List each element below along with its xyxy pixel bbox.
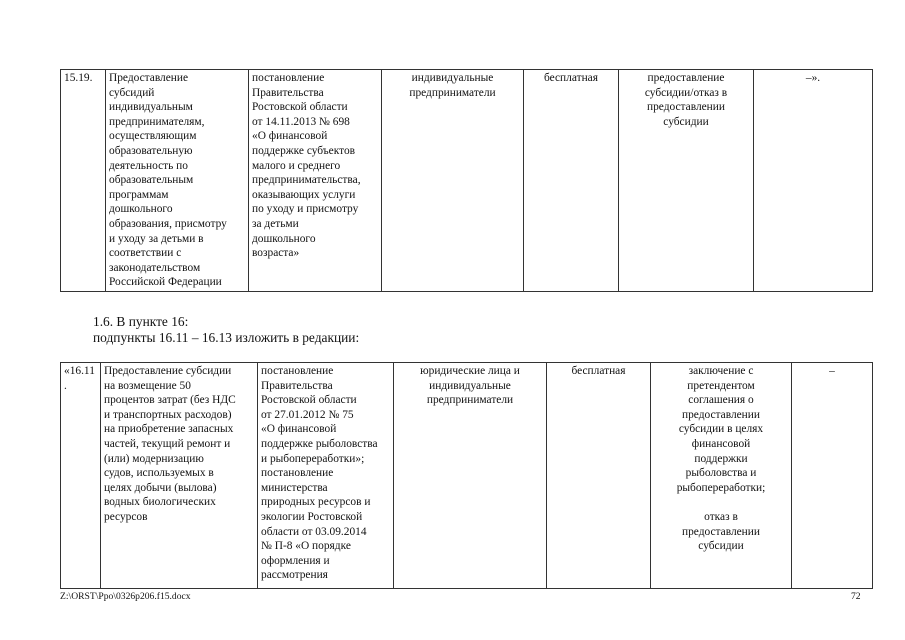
cell-line: рыбопереработки; [676, 481, 766, 494]
cell-line: природных ресурсов и [261, 496, 371, 509]
cell-line: процентов затрат (без НДС [104, 394, 236, 407]
cell-line: финансовой [691, 437, 751, 450]
cell-line: предоставлении [682, 525, 760, 538]
cell-line: частей, текущий ремонт и [104, 437, 231, 450]
cell-line: предприниматели [426, 394, 514, 407]
cell-line: предпринимателям, [109, 115, 205, 128]
cell-line: судов, используемых в [104, 467, 214, 480]
cell-line: предоставлении [647, 101, 725, 114]
service-result-refuse [654, 510, 788, 554]
legal-basis [258, 363, 394, 589]
cell-line: № П-8 «О порядке [261, 540, 351, 553]
service-result [619, 70, 754, 292]
paragraph-1-6: 1.6. В пункте 16: [93, 314, 189, 329]
cell-line: поддержке рыболовства [261, 437, 378, 450]
cell-line: Ростовской области [261, 394, 357, 407]
row-number: 15.19. [61, 70, 106, 292]
cell-line: образования, присмотру [109, 217, 227, 230]
note [792, 363, 873, 589]
cell-line: предпринимательства, [252, 174, 361, 187]
cell-line: бесплатная [571, 365, 626, 377]
cell-line: Предоставление [109, 72, 189, 84]
cell-line: «О финансовой [261, 423, 337, 436]
cell-line: бесплатная [544, 72, 598, 84]
cell-line: осуществляющим [109, 130, 197, 143]
cell-line: соглашения о [688, 394, 754, 407]
cell-line: области от 03.09.2014 [261, 525, 367, 538]
cell-line: водных биологических [104, 496, 216, 509]
service-name [106, 70, 249, 292]
services-table-bottom [60, 362, 873, 589]
service-name [101, 363, 258, 589]
table-row [61, 363, 873, 589]
cell-line: образовательным [109, 174, 194, 187]
cell-line: Предоставление субсидии [104, 365, 232, 377]
cell-line: предприниматели [409, 86, 496, 99]
cell-line: – [829, 365, 835, 377]
table-row [61, 70, 873, 292]
cell-line: на возмещение 50 [104, 379, 191, 392]
cell-line: постановление [261, 467, 334, 480]
cell-line: Ростовской области [252, 101, 348, 114]
cell-line: претендентом [687, 379, 755, 392]
cell-line: за детьми [252, 217, 299, 230]
cell-line: оказывающих услуги [252, 188, 356, 201]
cell-line: рыболовства и [685, 467, 757, 480]
cell-line: от 14.11.2013 № 698 [252, 115, 350, 128]
cell-line: рассмотрения [261, 569, 328, 582]
cell-line: юридические лица и [420, 365, 520, 377]
cell-line: дошкольного [109, 203, 173, 216]
cell-line: законодательством [109, 261, 201, 274]
cell-line: субсидии/отказ в [644, 86, 728, 99]
cell-line: министерства [261, 481, 328, 494]
cell-line: ресурсов [104, 510, 148, 523]
cell-line: субсидии [663, 115, 709, 128]
note [754, 70, 873, 292]
cell-line: –». [805, 72, 821, 84]
cell-line: и транспортных расходов) [104, 408, 232, 421]
cell-line: возраста» [252, 247, 300, 260]
cell-line: постановление [261, 365, 334, 377]
footer-page-number: 72 [851, 591, 861, 602]
recipients [382, 70, 524, 292]
cell-line: малого и среднего [252, 159, 341, 172]
cell-line: от 27.01.2012 № 75 [261, 408, 354, 421]
service-result [651, 363, 792, 589]
cell-line: постановление [252, 72, 325, 84]
cell-line: предоставлении [682, 408, 760, 421]
cell-line: субсидий [109, 86, 155, 99]
cell-line: дошкольного [252, 232, 316, 245]
cell-line: индивидуальным [109, 101, 193, 114]
footer-file-path: Z:\ORST\Ppo\0326p206.f15.docx [60, 591, 191, 602]
cell-line: деятельность по [109, 159, 188, 172]
row-number: «16.11. [61, 363, 101, 589]
services-table-top [60, 69, 873, 292]
cell-line: заключение с [688, 365, 754, 377]
cell-line: Правительства [252, 86, 324, 99]
cell-line: субсидии [698, 540, 744, 553]
cell-line: на приобретение запасных [104, 423, 234, 436]
cell-line: отказ в [704, 510, 738, 523]
legal-basis [249, 70, 382, 292]
cell-line: целях добычи (вылова) [104, 481, 217, 494]
cell-line: «О финансовой [252, 130, 328, 143]
cell-line: и уходу за детьми в [109, 232, 204, 245]
cell-line: по уходу и присмотру [252, 203, 359, 216]
cell-line: поддержки [694, 452, 748, 465]
cell-line: оформления и [261, 554, 330, 567]
cell-line: субсидии в целях [678, 423, 764, 436]
cell-line: образовательную [109, 144, 193, 157]
cell-line: индивидуальные [411, 72, 494, 84]
service-result-approve [654, 364, 788, 495]
cell-line: программам [109, 188, 169, 201]
cell-line: Правительства [261, 379, 333, 392]
cell-line: соответствии с [109, 247, 182, 260]
cell-line: Российской Федерации [109, 276, 222, 289]
paragraph-subitems: подпункты 16.11 – 16.13 изложить в редакции: [93, 330, 360, 345]
cell-line: поддержке субъектов [252, 144, 356, 157]
cell-line: предоставление [647, 72, 725, 84]
recipients [394, 363, 547, 589]
cell-line: экологии Ростовской [261, 510, 363, 523]
fee [524, 70, 619, 292]
cell-line: индивидуальные [429, 379, 511, 392]
cell-line: и рыбопереработки»; [261, 452, 365, 465]
fee [547, 363, 651, 589]
cell-line: (или) модернизацию [104, 452, 204, 465]
